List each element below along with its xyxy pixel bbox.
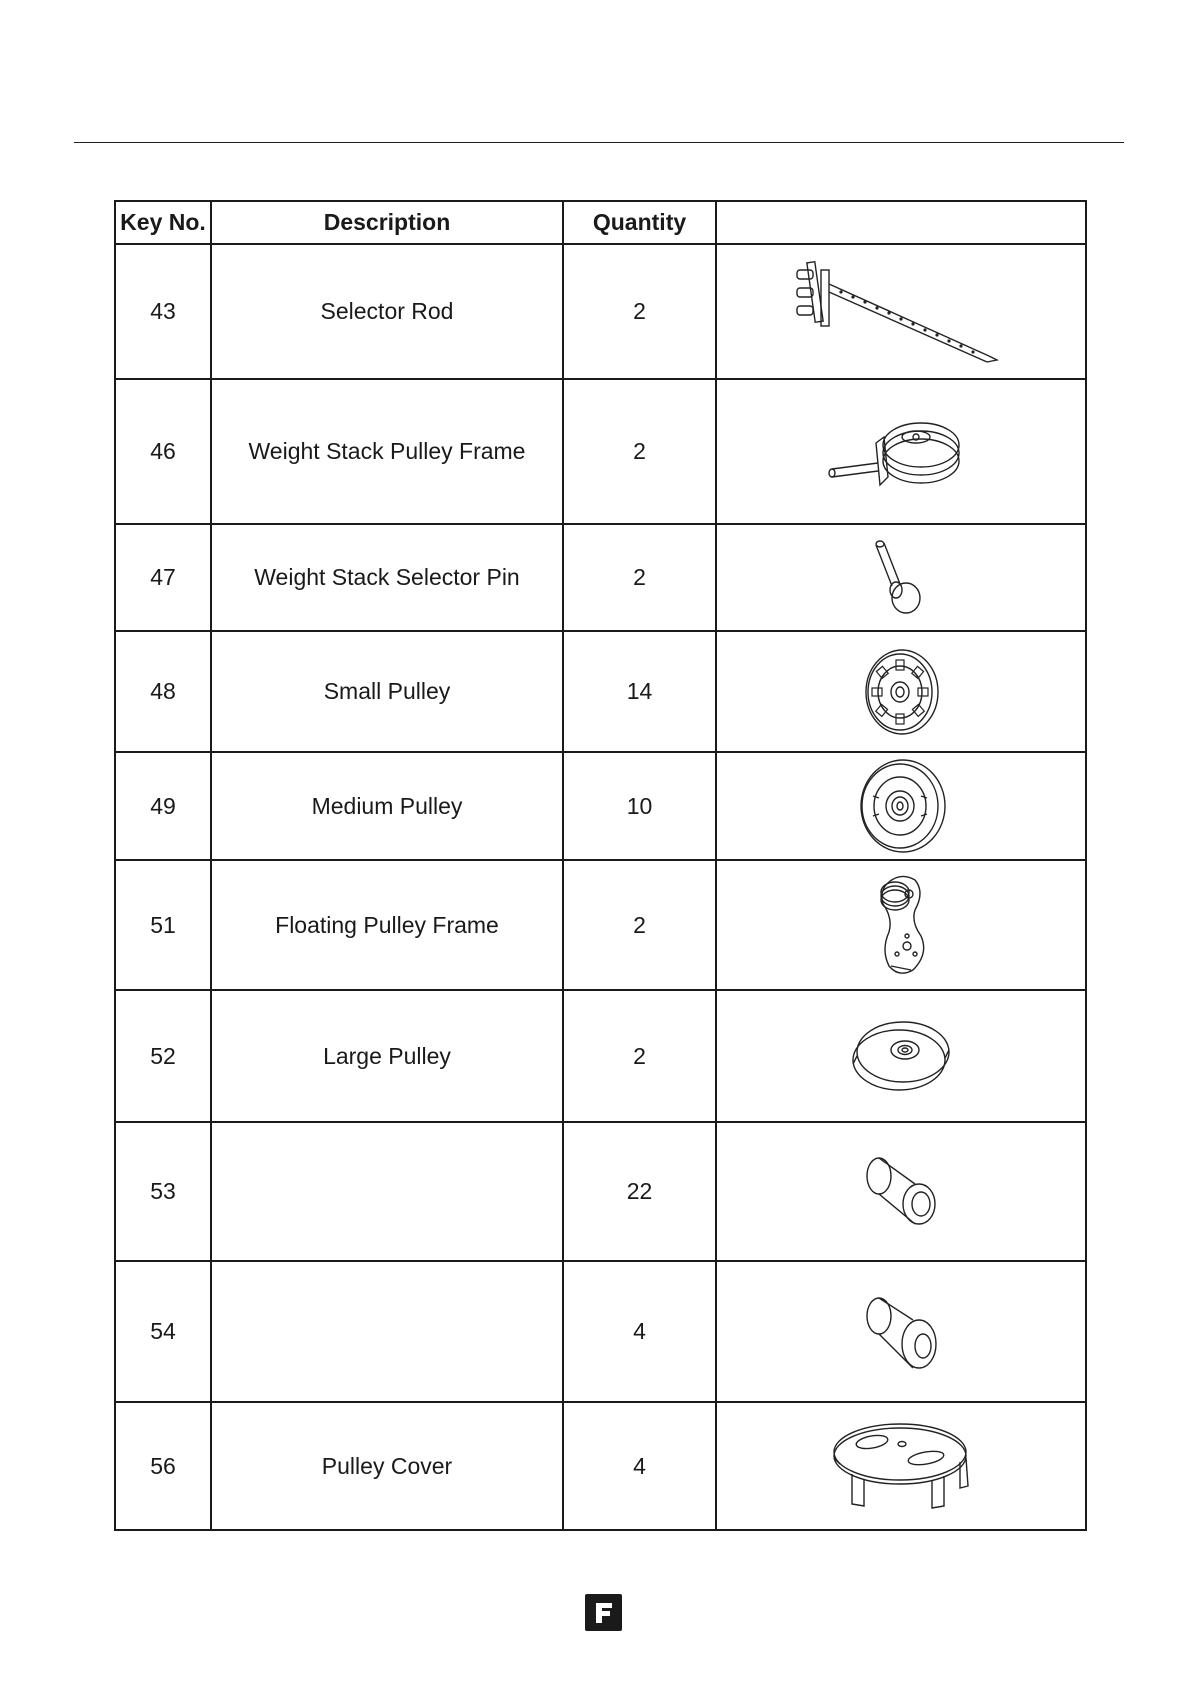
table-row: [115, 752, 1086, 860]
header-description: Description: [211, 201, 563, 244]
selector-pin-icon: [866, 538, 936, 618]
pulley-frame-icon: [826, 407, 976, 497]
description-cell: Pulley Cover: [211, 1402, 563, 1530]
description-cell: Selector Rod: [211, 244, 563, 379]
quantity-cell: 2: [563, 990, 716, 1122]
selector-rod-icon: [791, 252, 1011, 372]
key-cell: 48: [115, 631, 211, 752]
key-cell: 56: [115, 1402, 211, 1530]
table-row: [115, 1402, 1086, 1530]
description-cell: Weight Stack Selector Pin: [211, 524, 563, 631]
description-cell: [211, 1261, 563, 1402]
description-cell: Weight Stack Pulley Frame: [211, 379, 563, 524]
brand-logo-icon: [585, 1594, 622, 1631]
header-quantity: Quantity: [563, 201, 716, 244]
small-pulley-icon: [856, 646, 946, 738]
table-row: [115, 1261, 1086, 1402]
header-key-no: Key No.: [115, 201, 211, 244]
quantity-cell: 4: [563, 1402, 716, 1530]
table-row: [115, 990, 1086, 1122]
description-cell: [211, 1122, 563, 1261]
quantity-cell: 2: [563, 524, 716, 631]
pulley-cover-icon: [826, 1418, 976, 1514]
medium-pulley-icon: [853, 756, 949, 856]
description-cell: Large Pulley: [211, 990, 563, 1122]
bushing-icon: [859, 1152, 943, 1232]
key-cell: 52: [115, 990, 211, 1122]
table-row: [115, 860, 1086, 990]
key-cell: 47: [115, 524, 211, 631]
quantity-cell: 22: [563, 1122, 716, 1261]
description-cell: Small Pulley: [211, 631, 563, 752]
large-pulley-icon: [849, 1016, 953, 1096]
key-cell: 54: [115, 1261, 211, 1402]
description-cell: Medium Pulley: [211, 752, 563, 860]
quantity-cell: 2: [563, 244, 716, 379]
quantity-cell: 4: [563, 1261, 716, 1402]
parts-table: [114, 200, 1087, 1531]
key-cell: 46: [115, 379, 211, 524]
key-cell: 49: [115, 752, 211, 860]
quantity-cell: 10: [563, 752, 716, 860]
key-cell: 51: [115, 860, 211, 990]
table-header-row: [115, 201, 1086, 244]
header-rule: [74, 142, 1124, 143]
header-image: [716, 201, 1086, 244]
table-row: [115, 1122, 1086, 1261]
table-row: [115, 379, 1086, 524]
quantity-cell: 2: [563, 379, 716, 524]
description-cell: Floating Pulley Frame: [211, 860, 563, 990]
quantity-cell: 14: [563, 631, 716, 752]
table-row: [115, 631, 1086, 752]
floating-pulley-frame-icon: [871, 870, 931, 980]
key-cell: 43: [115, 244, 211, 379]
table-row: [115, 244, 1086, 379]
bushing-icon: [859, 1290, 943, 1374]
quantity-cell: 2: [563, 860, 716, 990]
table-row: [115, 524, 1086, 631]
key-cell: 53: [115, 1122, 211, 1261]
